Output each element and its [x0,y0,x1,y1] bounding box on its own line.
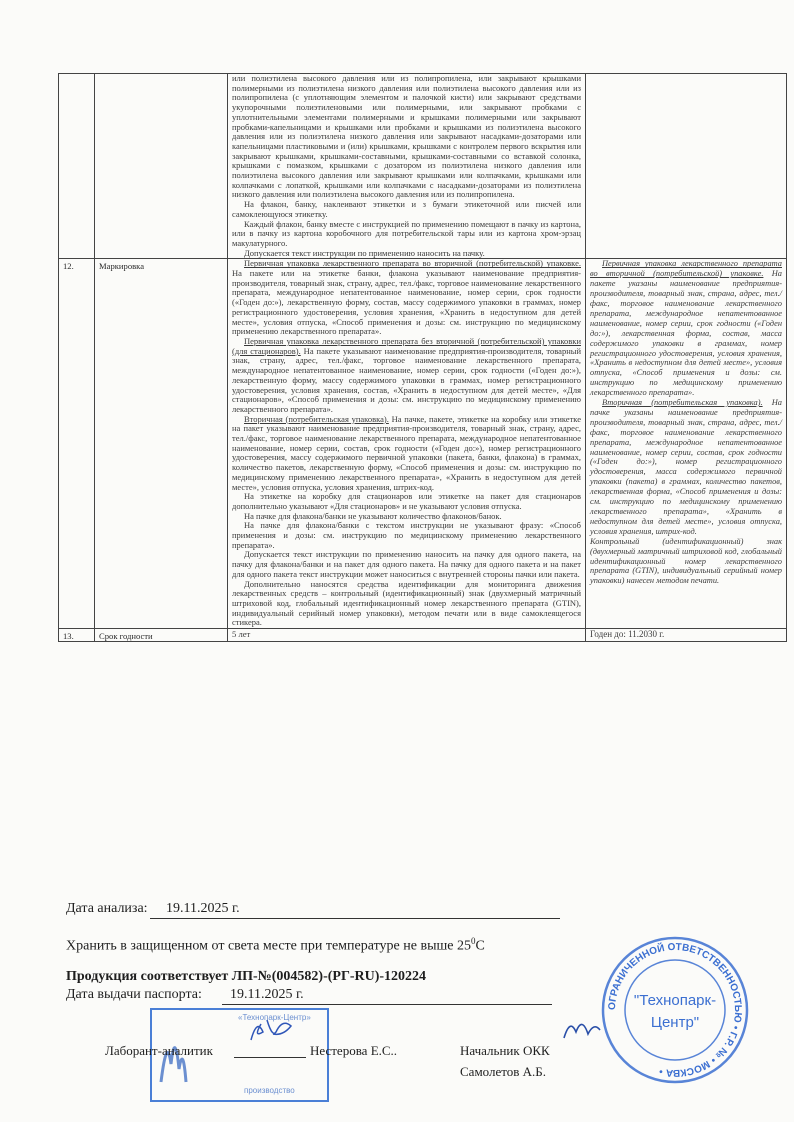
storage-note [66,936,485,955]
result-paragraph: Контрольный (идентификационный) знак (двухмерный матричный штриховой код, глобальный идентификационный номер лекарственного препарата (GTIN), индивидуальный серийный номер упаковки) нанесен методом печати. [590,536,782,586]
requirement-paragraph: На этикетке на коробку для стационаров или этикетке на пакет для стационаров дополнительно указывают «Для стационаров» и не указывают условия отпуска. [232,491,581,511]
requirement-body: На пакете или на этикетке банки, флакона указывают наименование предприятия-производителя, товарный знак, страну, адрес, тел./факс, торговое наименование лекарственного препарата, международное непатентованное наименование, номер серии, срок годности («Годен до:»), лекарственную форму, состав, массу содержимого упаковки в граммах, номер регистрационного удостоверения, условия хранения, «Хранить в недоступном для детей месте», условия отпуска, «Способ применения и дозы: см. инструкцию по медицинскому применению лекарственного препарата». [232,268,581,337]
head-role: Начальник ОКК [460,1043,550,1058]
company-round-stamp [600,935,750,1085]
lab-analyst-name: Нестерова Е.С.. [310,1043,398,1058]
round-stamp-center-1: "Технопарк- [633,992,717,1009]
table-row-shelf-life [59,629,787,642]
requirement-body: На пакете указывают наименование предприятия-производителя, товарный знак, страну, адрес, тел./факс, торговое наименование лекарственного препарата, международное непатентованное наименование, номер серии, срок годности («Годен до:»), лекарственную форму, массу содержимого упаковки в граммах, номер регистрационного удостоверения, условия хранения, состав, «Хранить в недоступном для детей месте», «Для стационаров», «Способ применения и дозы: см. инструкцию по медицинскому применению лекарственного препарата». [232,345,581,414]
requirement-heading: Первичная упаковка лекарственного препарата без вторичной (потребительской) упаковки (для стационаров). [232,335,581,356]
table-row-continued [59,74,787,259]
row-name: Срок годности [95,629,228,642]
result-value: Годен до: 11.2030 г. [586,629,787,642]
label-paragraph: На флакон, банку, наклеивают этикетки и з бумаги этикеточной или писчей или самоклеющуюся этикетку. [232,199,581,219]
requirement-cell [228,259,586,629]
result-paragraph [590,259,782,398]
row-number-cell [59,74,95,259]
issue-date-value: 19.11.2025 г. [230,987,304,1002]
row-name: Маркировка [95,259,228,629]
result-paragraph [590,398,782,537]
requirement-paragraph [232,337,581,415]
result-heading: Вторичная (потребительская упаковка). [602,398,763,408]
requirement-paragraph: На пачке для флакона/банки с текстом инструкции не указывают фразу: «Способ применения и дозы: см. инструкцию по медицинскому применению лекарственного препарата». [232,520,581,550]
requirement-paragraph [232,259,581,337]
result-cell [586,259,787,629]
result-heading: Первичная упаковка лекарственного препарата во вторичной (потребительской) упаковке. [590,259,782,279]
degree-mark: 0 [470,936,476,946]
requirement-value: 5 лет [228,629,586,642]
result-body: На пачке указаны наименование предприятия-производителя, товарный знак, страна, адрес, тел./факс, торговое наименование лекарственного препарата, международное непатентованное наименование, номер серии, состав, срок годности («Годен до:»), номер регистрационного удостоверения, масса содержимого первичной упаковки (пакета) в граммах, количество пакетов, лекарственная форма, «Способ применения и дозы: см. инструкцию по медицинскому применению лекарственного препарата», «Хранить в недоступном для детей месте», условия отпуска, условия хранения, штрих-код. [590,398,782,536]
quality-table [58,73,787,642]
rect-stamp-top-text: «Технопарк-Центр» [238,1013,311,1022]
issue-date-label: Дата выдачи паспорта: [66,987,202,1002]
round-stamp-ring-text: ОГРАНИЧЕННОЙ ОТВЕТСТВЕННОСТЬЮ • Г.Р. № • МОСКВА • [606,941,744,1079]
celsius-mark: С [475,938,485,954]
result-cell [586,74,787,259]
packaging-paragraph: или полиэтилена высокого давления или из полипропилена, или закрывают крышками полимерными из полиэтилена низкого давления или полиэтилена высокого давления или из полипропилена (с уплотняющим элементом и палочкой кисти) или закрывают средствами укупорочными полиэтиленовыми или полимерными, или закрывают пробками с уплотнительными элементами полимерными и крышками полимерными или закрывают пробками-капельницами и крышками или пробками и крышками из полиэтилена высокого давления или из полиэтилена низкого давления или закрывают насадками-дозаторами или капельницами пластиковыми и (или) крышками, крышками с контролем первого вскрытия или закрывают крышками, крышками-составными, крышками-составными со вставкой солонка, крышками с помазком, крышками с дозатором из полиэтилена низкого давления или полиэтилена высокого давления или закрывают крышками или колпачками, крышками или колпачками с лопаткой, крышками или колпачками с насадками-дозаторами из полиэтилена низкого давления или полиэтилена высокого давления или из полипропилена. [232,73,581,200]
requirement-paragraph [232,415,581,493]
box-paragraph: Каждый флакон, банку вместе с инструкцией по применению помещают в пачку из картона, или в пачку из картона коробочного для потребительской тары или из картона хром-эрзац макулатурного. [232,218,581,248]
analysis-date-value: 19.11.2025 г. [166,901,240,916]
analysis-date-underline [150,918,560,919]
requirement-heading: Вторичная (потребительская упаковка). [244,413,389,424]
requirement-paragraph: Дополнительно наносятся средства идентификации для мониторинга движения лекарственных средств – контрольный (идентификационный) знак (двухмерный матричный штриховой код, глобальный идентификационный номер лекарственного препарата (GTIN), индивидуальный серийный номер упаковки), методом печати или в виде самоклеящегося стикера. [232,578,581,628]
conformity-statement: Продукция соответствует ЛП-№(004582)-(РГ-RU)-120224 [66,969,427,984]
row-name-cell [95,74,228,259]
lab-analyst-role: Лаборант-аналитик [105,1043,213,1058]
requirement-cell [228,74,586,259]
head-signature-icon [562,1012,602,1042]
requirement-paragraph: Допускается текст инструкции по применению наносить на пачку для одного пакета, на пачку для флакона/банки и на пакет для одного пакета. На пачку для одного пакета и на пакет для одного пакета текст инструкции может наноситься с внутренней стороны пачки или пакета. [232,549,581,579]
lab-signature-line [234,1057,306,1058]
analysis-date-label: Дата анализа: [66,901,148,916]
row-number: 12. [59,259,95,629]
head-name: Самолетов А.Б. [460,1064,547,1079]
lab-signature-icon [245,1016,303,1042]
requirement-body: На пачке, пакете, этикетке на коробку или этикетке на пакет указывают наименование предприятия-производителя, товарный знак, страну, адрес, тел./факс, торговое наименование лекарственного препарата, международное непатентованное наименование, номер серии, состав, срок годности («Годен до:»), номер регистрационного удостоверения, массу содержимого первичной упаковки (пакета, банки, флакона) в граммах, количество пакетов, лекарственную форму, «Способ применения и дозы: см. инструкцию по медицинскому применению лекарственного препарата», «Хранить в недоступном для детей месте», условия отпуска, условия хранения, штрих-код. [232,413,581,492]
issue-date-underline [222,1004,552,1005]
table-row-marking [59,259,787,629]
svg-text:ОГРАНИЧЕННОЙ ОТВЕТСТВЕННОСТЬЮ [607,941,743,1078]
result-body: На пакете указаны наименование предприятия-производителя, товарный знак, страна, адрес, тел./факс, торговое наименование лекарственного препарата, международное непатентованное наименование, номер серии, срок годности («Годен до:»), лекарственная форма, состав, масса содержимого упаковки в граммах, номер регистрационного удостоверения, условия хранения, «Хранить в недоступном для детей месте», условия отпуска, «Способ применения и дозы: см. инструкцию по медицинскому применению лекарственного препарата». [590,269,782,398]
rect-stamp-bottom-text: производство [244,1086,295,1095]
requirement-paragraph: На пачке для флакона/банки не указывают количество флаконов/банок. [244,510,502,521]
requirement-heading: Первичная упаковка лекарственного препарата во вторичной (потребительской) упаковке. [244,258,581,269]
round-stamp-center-2: Центр" [650,1014,700,1031]
storage-text: Хранить в защищенном от света месте при температуре не выше 25 [66,938,471,954]
instruction-paragraph: Допускается текст инструкции по применению наносить на пачку. [244,247,485,258]
row-number: 13. [59,629,95,642]
